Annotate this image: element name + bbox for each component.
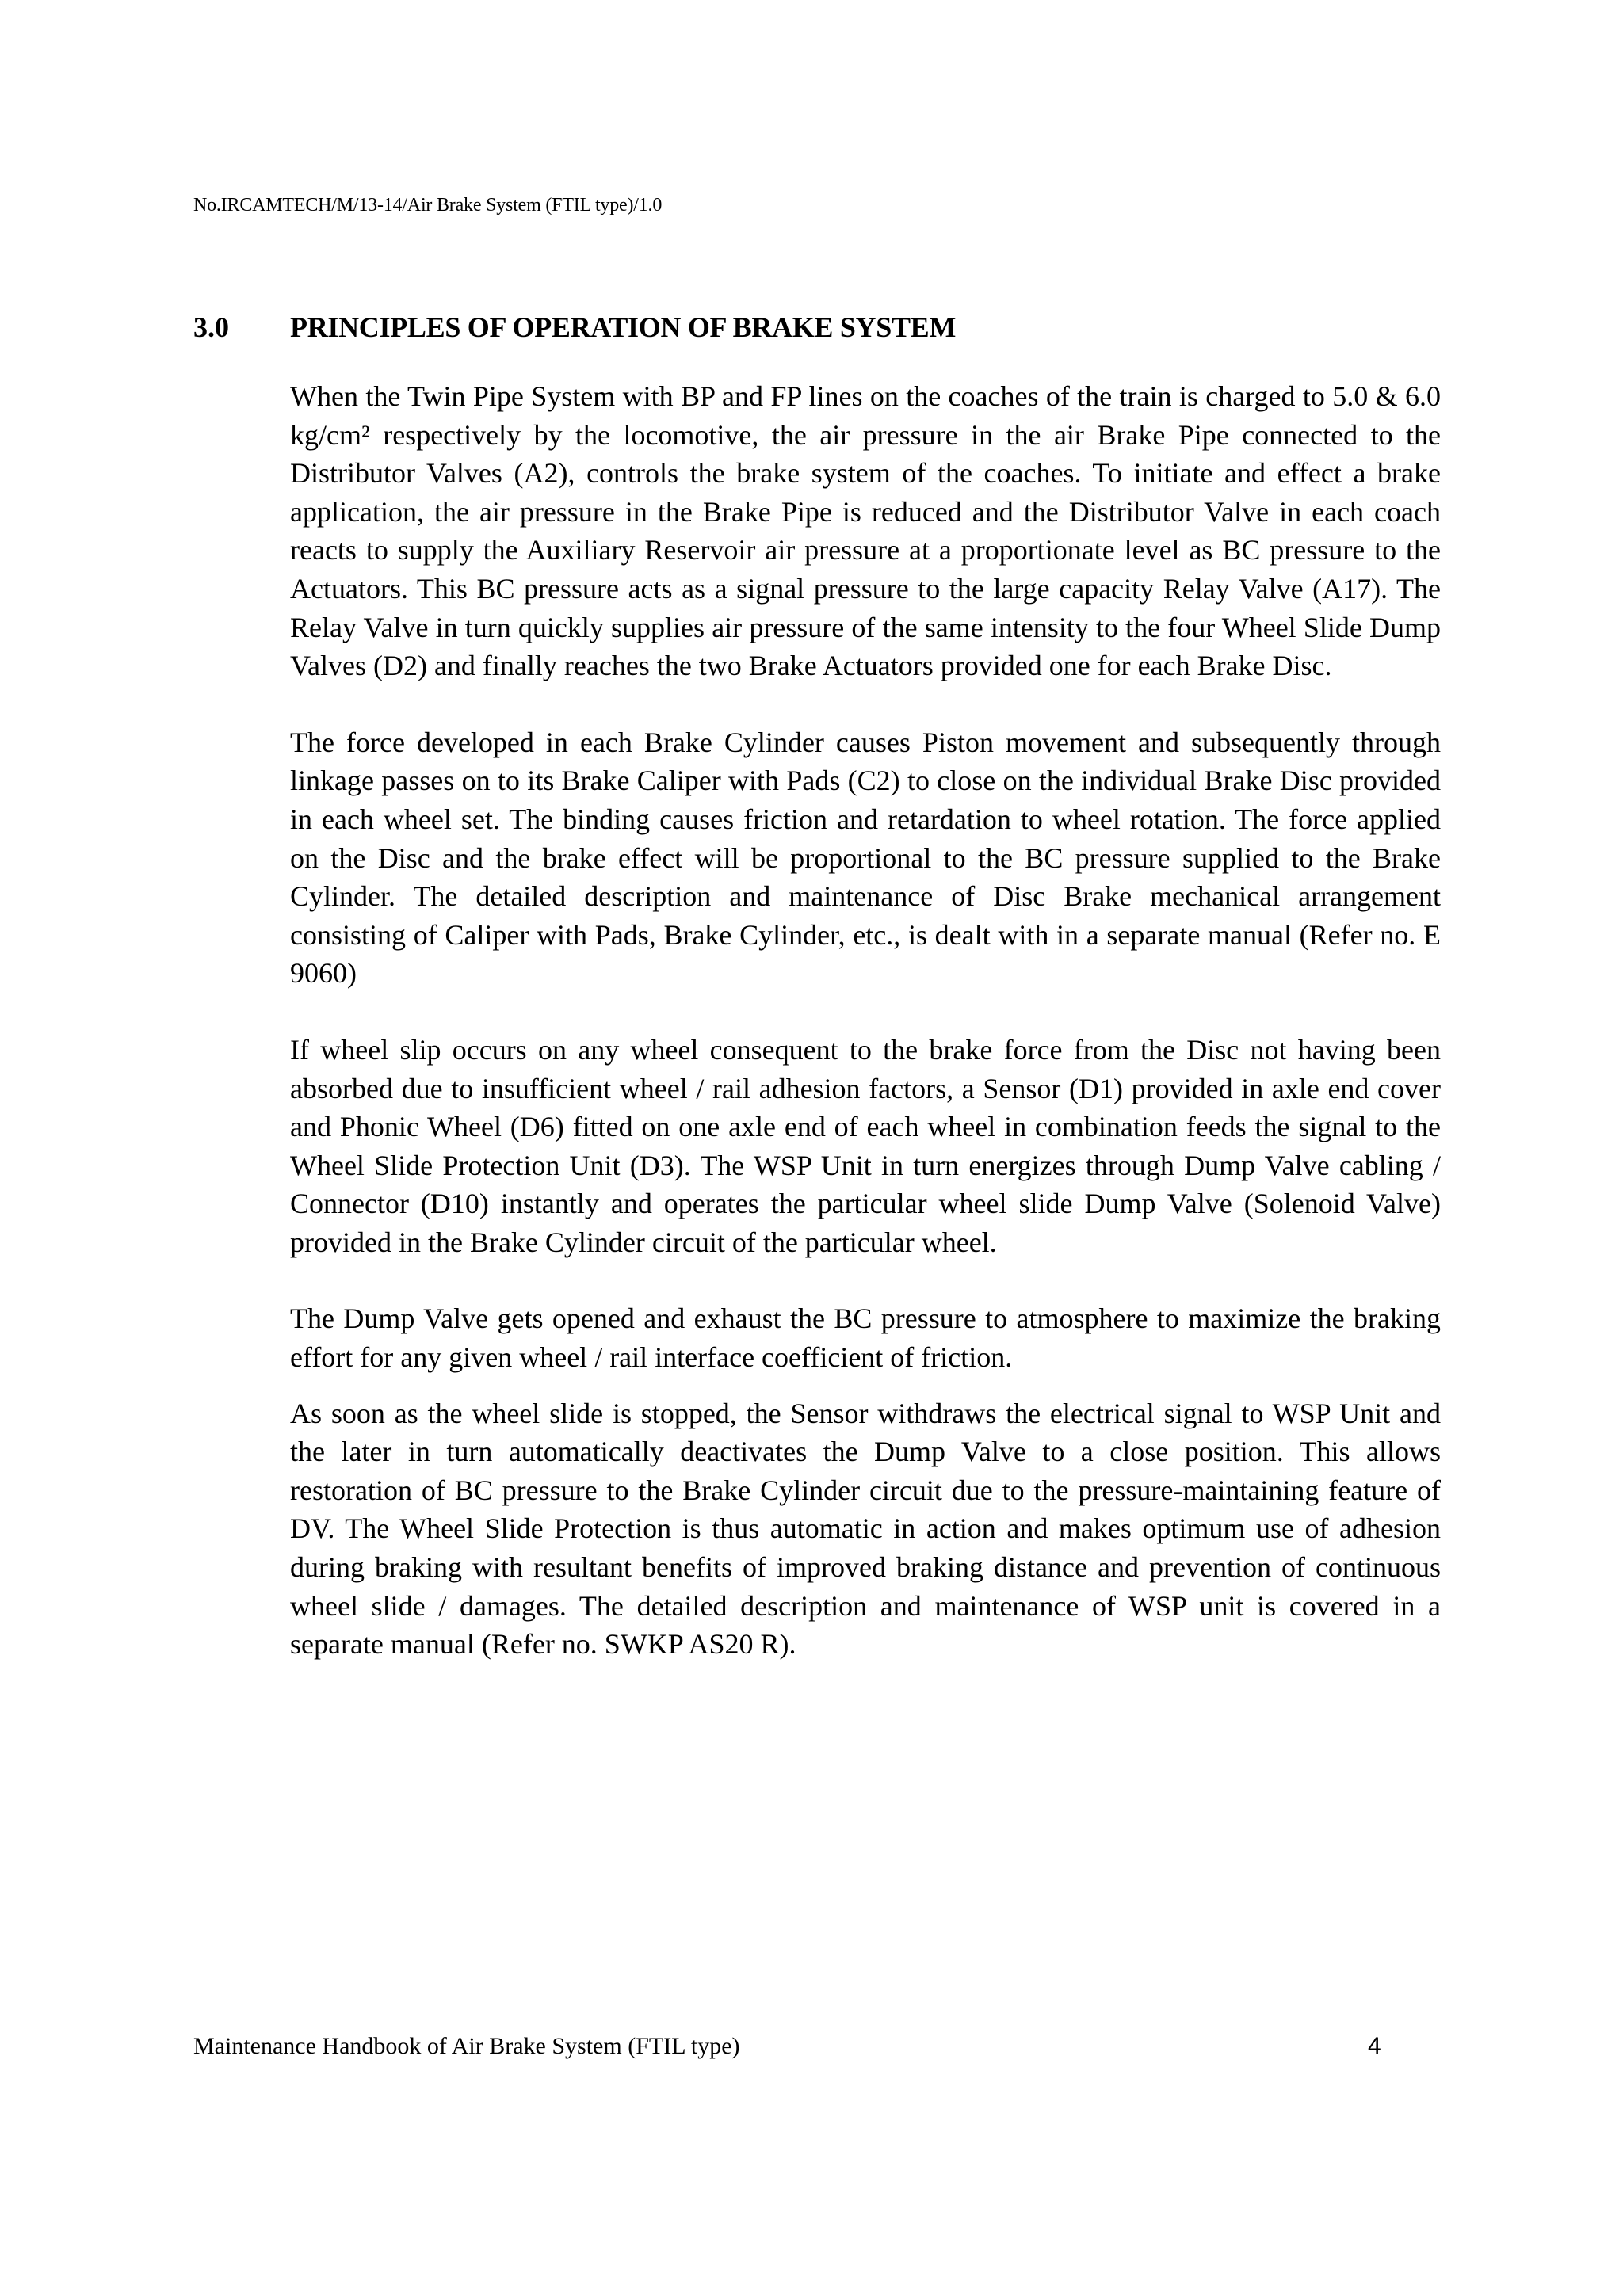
footer-title: Maintenance Handbook of Air Brake System (FTIL type) — [193, 2033, 740, 2059]
section-body — [290, 377, 1441, 1702]
page-number: 4 — [1368, 2033, 1381, 2059]
paragraph-wheel-slide-protection: As soon as the wheel slide is stopped, the Sensor withdraws the electrical signal to WSP Unit and the later in turn automatically deactivates the Dump Valve to a close position. This allows restoration of BC pressure to the Brake Cylinder circuit due to the pressure-maintaining feature of DV. The Wheel Slide Protection is thus automatic in action and makes optimum use of adhesion during braking with resultant benefits of improved braking distance and prevention of continuous wheel slide / damages. The detailed description and maintenance of WSP unit is covered in a separate manual (Refer no. SWKP AS20 R). — [290, 1397, 1441, 1661]
section-title: PRINCIPLES OF OPERATION OF BRAKE SYSTEM — [290, 311, 957, 343]
paragraph-dump-valve: The Dump Valve gets opened and exhaust the BC pressure to atmosphere to maximize the braking effort for any given wheel / rail interface coefficient of friction. — [290, 1302, 1441, 1374]
paragraph-wheel-slip: If wheel slip occurs on any wheel consequent to the brake force from the Disc not having been absorbed due to insufficient wheel / rail adhesion factors, a Sensor (D1) provided in axle end cover and Phonic Wheel (D6) fitted on one axle end of each wheel in combination feeds the signal to the Wheel Slide Protection Unit (D3). The WSP Unit in turn energizes through Dump Valve cabling / Connector (D10) instantly and operates the particular wheel slide Dump Valve (Solenoid Valve) provided in the Brake Cylinder circuit of the particular wheel. — [290, 1033, 1441, 1258]
section-number: 3.0 — [193, 311, 229, 343]
paragraph-brake-cylinder-force: The force developed in each Brake Cylinder causes Piston movement and subsequently through linkage passes on to its Brake Caliper with Pads (C2) to close on the individual Brake Disc provided in each wheel set. The binding causes friction and retardation to wheel rotation. The force applied on the Disc and the brake effect will be proportional to the BC pressure supplied to the Brake Cylinder. The detailed description and maintenance of Disc Brake mechanical arrangement consisting of Caliper with Pads, Brake Cylinder, etc., is dealt with in a separate manual (Refer no. E 9060) — [290, 726, 1441, 990]
paragraph-brake-pipe-operation: When the Twin Pipe System with BP and FP lines on the coaches of the train is charged to 5.0 & 6.0 kg/cm² respectively by the locomotive, the air pressure in the air Brake Pipe connected to the Distributor Valves (A2), controls the brake system of the coaches. To initiate and effect a brake application, the air pressure in the Brake Pipe is reduced and the Distributor Valve in each coach reacts to supply the Auxiliary Reservoir air pressure at a proportionate level as BC pressure to the Actuators. This BC pressure acts as a signal pressure to the large capacity Relay Valve (A17). The Relay Valve in turn quickly supplies air pressure of the same intensity to the four Wheel Slide Dump Valves (D2) and finally reaches the two Brake Actuators provided one for each Brake Disc. — [290, 380, 1441, 682]
document-reference: No.IRCAMTECH/M/13-14/Air Brake System (FTIL type)/1.0 — [193, 195, 663, 215]
